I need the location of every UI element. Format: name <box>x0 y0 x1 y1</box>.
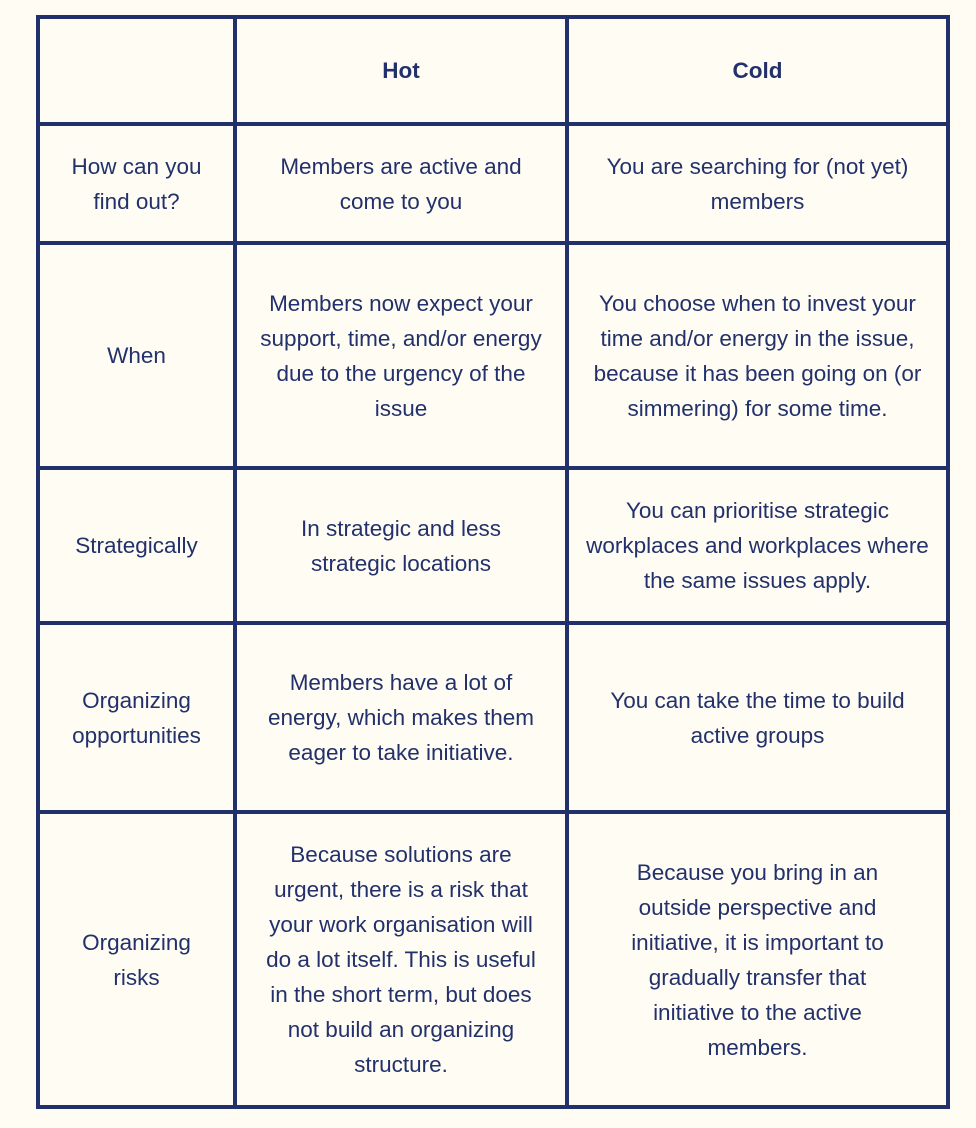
hot-cell: Because solutions are urgent, there is a risk that your work organisation will do a lot itself. This is useful in the short term, but does not build an organizing structure. <box>235 812 567 1107</box>
hot-cold-comparison-table <box>36 15 950 1109</box>
hot-cell: Members have a lot of energy, which makes them eager to take initiative. <box>235 623 567 812</box>
cold-cell: You can prioritise strategic workplaces and workplaces where the same issues apply. <box>567 468 948 623</box>
row-label: Organizing opportunities <box>38 623 235 812</box>
row-label: Strategically <box>38 468 235 623</box>
cold-cell: You are searching for (not yet) members <box>567 124 948 243</box>
table-row <box>38 124 948 243</box>
row-label: Organizing risks <box>38 812 235 1107</box>
table-row <box>38 812 948 1107</box>
header-row <box>38 17 948 124</box>
header-hot: Hot <box>235 17 567 124</box>
hot-cell: Members are active and come to you <box>235 124 567 243</box>
row-label: When <box>38 243 235 468</box>
row-label: How can you find out? <box>38 124 235 243</box>
cold-cell: Because you bring in an outside perspective and initiative, it is important to gradually transfer that initiative to the active members. <box>567 812 948 1107</box>
hot-cell: In strategic and less strategic locations <box>235 468 567 623</box>
hot-cell: Members now expect your support, time, and/or energy due to the urgency of the issue <box>235 243 567 468</box>
header-cold: Cold <box>567 17 948 124</box>
table-row <box>38 468 948 623</box>
table-row <box>38 623 948 812</box>
cold-cell: You can take the time to build active groups <box>567 623 948 812</box>
table-row <box>38 243 948 468</box>
header-empty <box>38 17 235 124</box>
cold-cell: You choose when to invest your time and/or energy in the issue, because it has been going on (or simmering) for some time. <box>567 243 948 468</box>
